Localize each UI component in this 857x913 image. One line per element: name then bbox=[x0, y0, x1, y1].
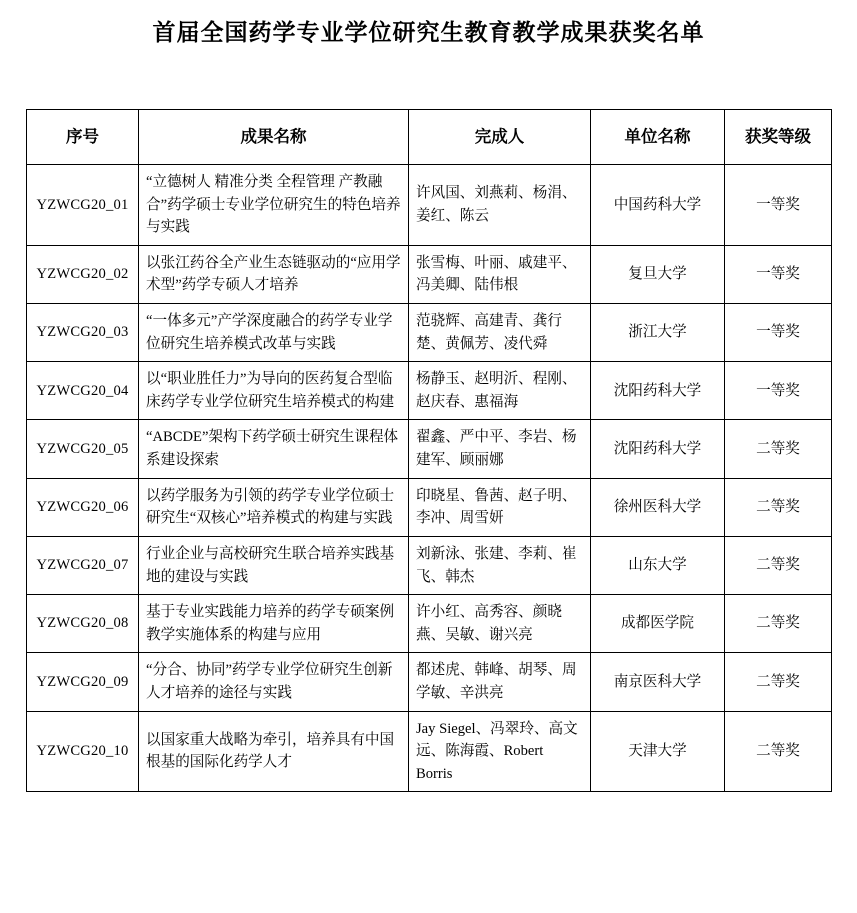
table-header-row bbox=[27, 110, 832, 165]
cell-name: 以药学服务为引领的药学专业学位硕士研究生“双核心”培养模式的构建与实践 bbox=[139, 478, 409, 536]
cell-people: 印晓星、鲁茜、赵子明、李冲、周雪妍 bbox=[409, 478, 591, 536]
cell-unit: 徐州医科大学 bbox=[591, 478, 725, 536]
cell-people: 翟鑫、严中平、李岩、杨建军、顾丽娜 bbox=[409, 420, 591, 478]
cell-name: “分合、协同”药学专业学位研究生创新人才培养的途径与实践 bbox=[139, 653, 409, 711]
cell-unit: 南京医科大学 bbox=[591, 653, 725, 711]
cell-level: 一等奖 bbox=[725, 362, 832, 420]
cell-people: 杨静玉、赵明沂、程刚、赵庆春、惠福海 bbox=[409, 362, 591, 420]
table-row bbox=[27, 304, 832, 362]
table-row bbox=[27, 478, 832, 536]
cell-name: 基于专业实践能力培养的药学专硕案例教学实施体系的构建与应用 bbox=[139, 595, 409, 653]
cell-seq: YZWCG20_03 bbox=[27, 304, 139, 362]
cell-name: “立德树人 精准分类 全程管理 产教融合”药学硕士专业学位研究生的特色培养与实践 bbox=[139, 165, 409, 246]
cell-people: 都述虎、韩峰、胡琴、周学敏、辛洪亮 bbox=[409, 653, 591, 711]
column-header-level: 获奖等级 bbox=[725, 110, 832, 165]
award-table-wrapper bbox=[26, 47, 831, 792]
cell-unit: 天津大学 bbox=[591, 711, 725, 792]
cell-people: 刘新泳、张建、李莉、崔飞、韩杰 bbox=[409, 536, 591, 594]
cell-level: 二等奖 bbox=[725, 653, 832, 711]
cell-seq: YZWCG20_06 bbox=[27, 478, 139, 536]
cell-unit: 成都医学院 bbox=[591, 595, 725, 653]
cell-people: 许小红、高秀容、颜晓燕、吴敏、谢兴亮 bbox=[409, 595, 591, 653]
table-row bbox=[27, 165, 832, 246]
cell-name: “ABCDE”架构下药学硕士研究生课程体系建设探索 bbox=[139, 420, 409, 478]
cell-seq: YZWCG20_07 bbox=[27, 536, 139, 594]
cell-seq: YZWCG20_04 bbox=[27, 362, 139, 420]
table-row bbox=[27, 536, 832, 594]
cell-people: Jay Siegel、冯翠玲、高文远、陈海霞、Robert Borris bbox=[409, 711, 591, 792]
cell-seq: YZWCG20_01 bbox=[27, 165, 139, 246]
cell-unit: 沈阳药科大学 bbox=[591, 362, 725, 420]
table-row bbox=[27, 653, 832, 711]
cell-level: 二等奖 bbox=[725, 420, 832, 478]
table-row bbox=[27, 711, 832, 792]
cell-seq: YZWCG20_10 bbox=[27, 711, 139, 792]
table-row bbox=[27, 595, 832, 653]
cell-people: 许风国、刘燕莉、杨涓、姜红、陈云 bbox=[409, 165, 591, 246]
cell-unit: 浙江大学 bbox=[591, 304, 725, 362]
table-row bbox=[27, 245, 832, 303]
cell-people: 张雪梅、叶丽、戚建平、冯美卿、陆伟根 bbox=[409, 245, 591, 303]
cell-seq: YZWCG20_08 bbox=[27, 595, 139, 653]
cell-name: 以张江药谷全产业生态链驱动的“应用学术型”药学专硕人才培养 bbox=[139, 245, 409, 303]
cell-level: 二等奖 bbox=[725, 536, 832, 594]
cell-level: 二等奖 bbox=[725, 711, 832, 792]
cell-level: 一等奖 bbox=[725, 304, 832, 362]
cell-name: 行业企业与高校研究生联合培养实践基地的建设与实践 bbox=[139, 536, 409, 594]
cell-level: 一等奖 bbox=[725, 165, 832, 246]
cell-name: “一体多元”产学深度融合的药学专业学位研究生培养模式改革与实践 bbox=[139, 304, 409, 362]
page-title: 首届全国药学专业学位研究生教育教学成果获奖名单 bbox=[152, 20, 705, 45]
table-row bbox=[27, 420, 832, 478]
cell-name: 以“职业胜任力”为导向的医药复合型临床药学专业学位研究生培养模式的构建 bbox=[139, 362, 409, 420]
cell-level: 一等奖 bbox=[725, 245, 832, 303]
column-header-seq: 序号 bbox=[27, 110, 139, 165]
cell-level: 二等奖 bbox=[725, 478, 832, 536]
award-table bbox=[26, 109, 832, 792]
cell-people: 范骁辉、高建青、龚行楚、黄佩芳、凌代舜 bbox=[409, 304, 591, 362]
cell-seq: YZWCG20_05 bbox=[27, 420, 139, 478]
column-header-unit: 单位名称 bbox=[591, 110, 725, 165]
column-header-name: 成果名称 bbox=[139, 110, 409, 165]
cell-unit: 复旦大学 bbox=[591, 245, 725, 303]
cell-seq: YZWCG20_09 bbox=[27, 653, 139, 711]
cell-seq: YZWCG20_02 bbox=[27, 245, 139, 303]
cell-name: 以国家重大战略为牵引，培养具有中国根基的国际化药学人才 bbox=[139, 711, 409, 792]
column-header-people: 完成人 bbox=[409, 110, 591, 165]
cell-unit: 山东大学 bbox=[591, 536, 725, 594]
cell-level: 二等奖 bbox=[725, 595, 832, 653]
cell-unit: 中国药科大学 bbox=[591, 165, 725, 246]
cell-unit: 沈阳药科大学 bbox=[591, 420, 725, 478]
table-row bbox=[27, 362, 832, 420]
